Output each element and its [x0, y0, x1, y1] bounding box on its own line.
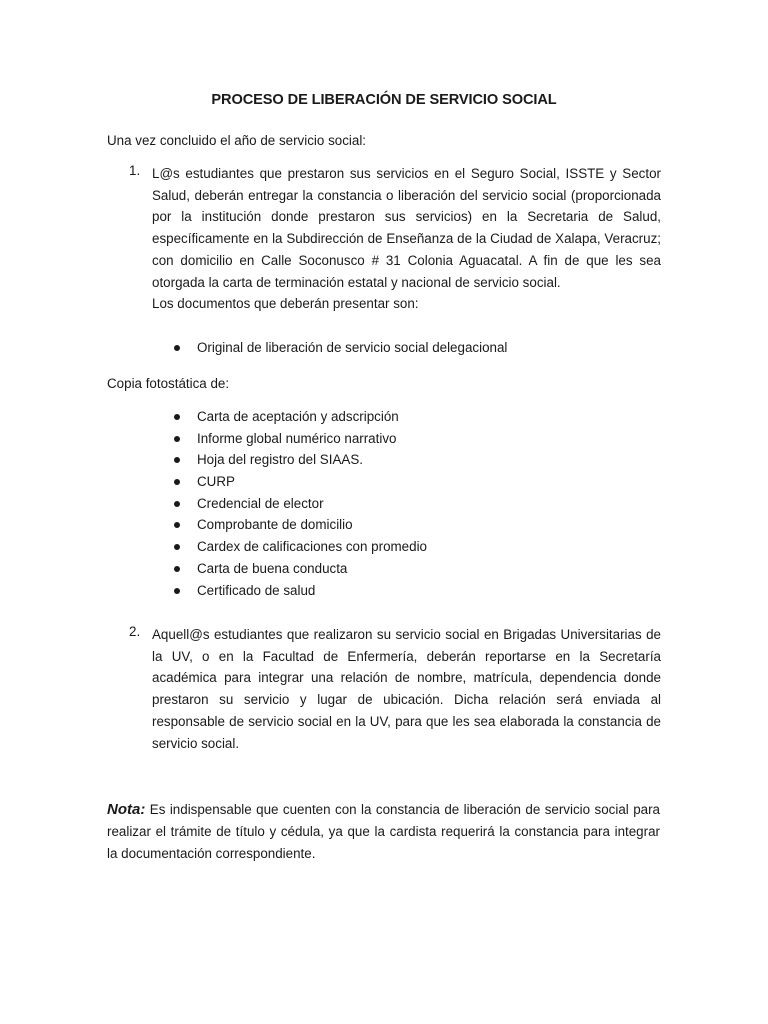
- list-item: [172, 580, 427, 602]
- item-2-text: Aquell@s estudiantes que realizaron su servicio social en Brigadas Universitarias de la UV, o en la Facultad de Enfermería, deberán reportarse en la Secretaría académica para integrar una relación de nombre, matrícula, dependencia donde prestaron su servicio y lugar de ubicación. Dicha relación será enviada al responsable de servicio social en la UV, para que les sea elaborada la constancia de servicio social.: [152, 627, 661, 751]
- copy-heading: Copia fotostática de:: [107, 376, 230, 391]
- note-label: Nota:: [107, 801, 146, 818]
- list-item: [172, 337, 507, 359]
- list-item-text: Comprobante de domicilio: [197, 517, 353, 533]
- list-item-text: CURP: [197, 474, 235, 490]
- list-item: [172, 471, 427, 493]
- item-number: 1.: [129, 163, 141, 178]
- note-text: Es indispensable que cuenten con la constancia de liberación de servicio social para realizar el trámite de título y cédula, ya que la cardista requerirá la constancia para integrar la documentación correspondiente.: [107, 802, 660, 861]
- list-item: [172, 406, 427, 428]
- bullet-icon: [174, 479, 180, 485]
- bullet-icon: [174, 457, 180, 463]
- list-item-text: Carta de aceptación y adscripción: [197, 409, 399, 424]
- bullet-icon: [174, 436, 180, 442]
- list-item: [172, 536, 427, 558]
- copy-list: [172, 406, 427, 601]
- list-item-text: Informe global numérico narrativo: [197, 430, 397, 446]
- list-item: [172, 558, 427, 580]
- bullet-icon: [174, 522, 180, 528]
- list-item-text: Cardex de calificaciones con promedio: [197, 539, 427, 555]
- list-item: [172, 449, 427, 471]
- original-list: [172, 337, 507, 359]
- bullet-icon: [174, 566, 180, 572]
- list-item: [172, 493, 427, 515]
- bullet-icon: [174, 345, 180, 351]
- note-paragraph: [107, 799, 660, 865]
- bullet-icon: [174, 414, 180, 420]
- item-number: 2.: [129, 624, 141, 639]
- bullet-icon: [174, 588, 180, 594]
- list-item: [172, 428, 427, 450]
- item-body: [152, 163, 661, 315]
- item-1-text: L@s estudiantes que prestaron sus servicios en el Seguro Social, ISSTE y Sector Salud, deberán entregar la constancia o liberación del servicio social (proporcionada por la institución donde prestaron sus servicios) en la Secretaria de Salud, específicamente en la Subdirección de Enseñanza de la Ciudad de Xalapa, Veracruz; con domicilio en Calle Soconusco # 31 Colonia Aguacatal. A fin de que les sea otorgada la carta de terminación estatal y nacional de servicio social.: [152, 166, 661, 290]
- list-item-text: Hoja del registro del SIAAS.: [197, 452, 363, 468]
- intro-text: Una vez concluido el año de servicio social:: [107, 133, 367, 148]
- list-item-text: Credencial de elector: [197, 495, 324, 511]
- list-item: [172, 514, 427, 536]
- list-item-text: Carta de buena conducta: [197, 560, 348, 576]
- list-item-text: Certificado de salud: [197, 582, 316, 598]
- documents-intro: Los documentos que deberán presentar son:: [152, 296, 419, 312]
- bullet-icon: [174, 501, 180, 507]
- page-title: PROCESO DE LIBERACIÓN DE SERVICIO SOCIAL: [211, 92, 557, 108]
- item-body: [152, 624, 661, 754]
- bullet-icon: [174, 544, 180, 550]
- list-item-text: Original de liberación de servicio social delegacional: [197, 340, 508, 355]
